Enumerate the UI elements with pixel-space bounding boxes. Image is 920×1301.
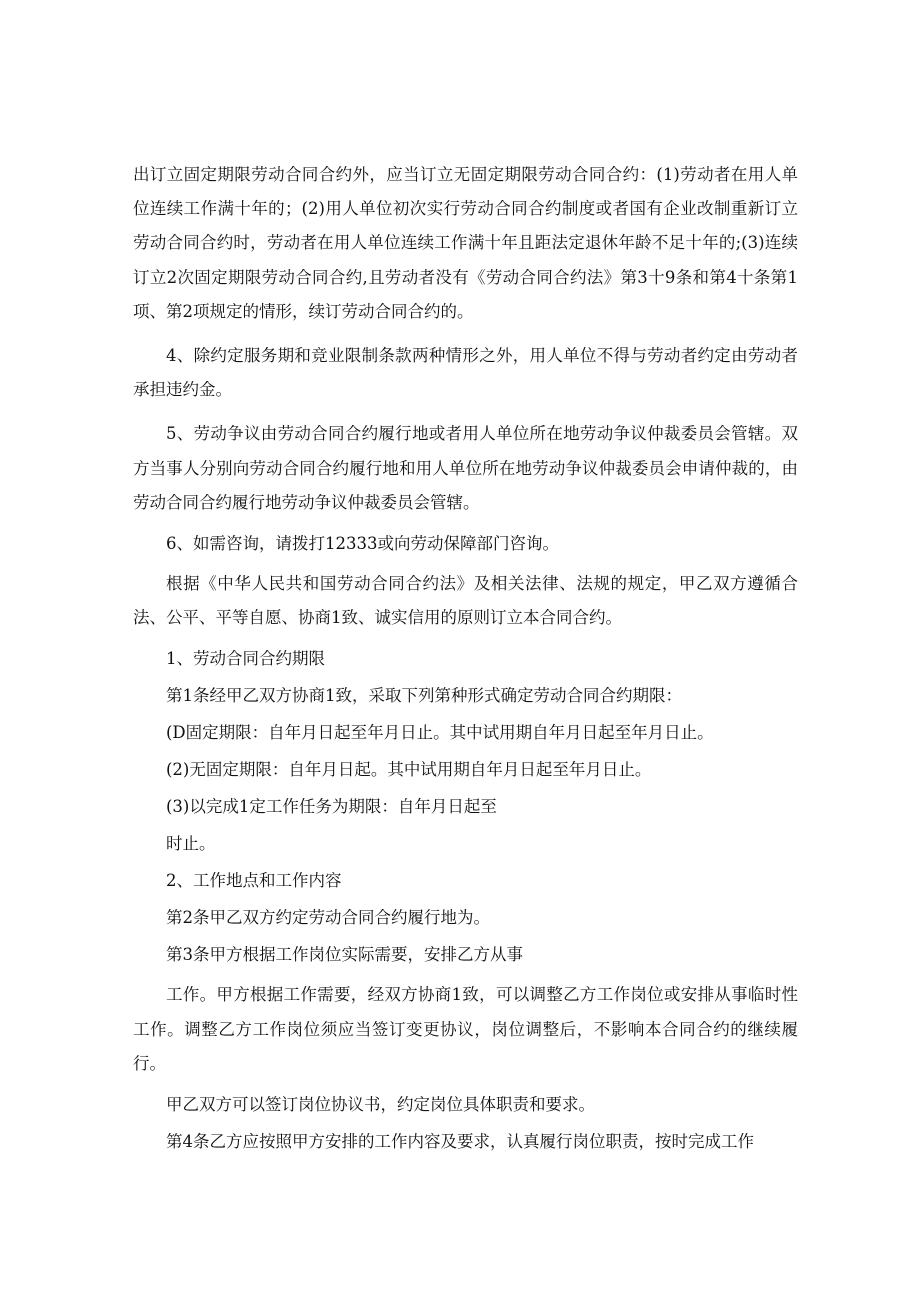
document-body <box>133 158 798 1165</box>
option-fixed-term: (D固定期限：自年月日起至年月日止。其中试用期自年月日起至年月日止。 <box>166 723 714 743</box>
paragraph-job-agreement: 甲乙双方可以签订岗位协议书，约定岗位具体职责和要求。 <box>166 1095 595 1115</box>
article-1: 第1条经甲乙双方协商1致，采取下列第种形式确定劳动合同合约期限： <box>166 686 682 706</box>
article-2: 第2条甲乙双方约定劳动合同合约履行地为。 <box>166 908 490 928</box>
paragraph-open-ended-contract-conditions: 出订立固定期限劳动合同合约外，应当订立无固定期限劳动合同合约：(1)劳动者在用人单位连续工作满十年的；(2)用人单位初次实行劳动合同合约制度或者国有企业改制重新订立劳动合同合约时，劳动者在用人单位连续工作满十年且距法定退休年龄不足十年的;(3)连续订立2次固定期限劳动合同合约,且劳动者没有《劳动合同合约法》第3十9条和第4十条第1项、第2项规定的情形，续订劳动合同合约的。 <box>133 165 798 321</box>
section-heading-work-place-content: 2、工作地点和工作内容 <box>166 871 342 891</box>
option-task-based-end: 时止。 <box>166 834 216 854</box>
paragraph-item-6-consultation: 6、如需咨询，请拨打12333或向劳动保障部门咨询。 <box>166 534 559 554</box>
section-heading-contract-term: 1、劳动合同合约期限 <box>166 649 325 669</box>
paragraph-item-4-penalty: 4、除约定服务期和竞业限制条款两种情形之外，用人单位不得与劳动者约定由劳动者承担违约金。 <box>133 346 798 400</box>
article-4: 第4条乙方应按照甲方安排的工作内容及要求，认真履行岗位职责，按时完成工作 <box>166 1132 754 1152</box>
option-task-based: (3)以完成1定工作任务为期限：自年月日起至 <box>166 797 497 817</box>
paragraph-item-5-disputes: 5、劳动争议由劳动合同合约履行地或者用人单位所在地劳动争议仲裁委员会管辖。双方当事人分别向劳动合同合约履行地和用人单位所在地劳动争议仲裁委员会申请仲裁的，由劳动合同合约履行地劳动争议仲裁委员会管辖。 <box>133 424 798 512</box>
paragraph-job-adjustment: 工作。甲方根据工作需要，经双方协商1致，可以调整乙方工作岗位或安排从事临时性工作。调整乙方工作岗位须应当签订变更协议，岗位调整后，不影响本合同合约的继续履行。 <box>133 985 798 1073</box>
option-open-ended: (2)无固定期限：自年月日起。其中试用期自年月日起至年月日止。 <box>166 760 652 780</box>
article-3: 第3条甲方根据工作岗位实际需要，安排乙方从事 <box>166 945 523 965</box>
paragraph-legal-basis: 根据《中华人民共和国劳动合同合约法》及相关法律、法规的规定，甲乙双方遵循合法、公平、平等自愿、协商1致、诚实信用的原则订立本合同合约。 <box>133 574 798 628</box>
